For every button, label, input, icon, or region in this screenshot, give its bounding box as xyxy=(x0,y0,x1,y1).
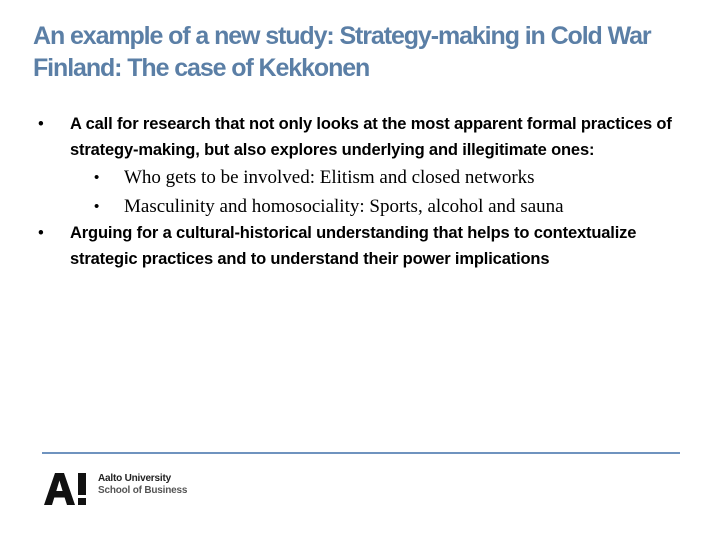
bullet-list xyxy=(34,112,674,272)
bullet-item-2 xyxy=(34,221,674,272)
sub-bullet-item-1 xyxy=(70,163,674,192)
bullet-marker: • xyxy=(38,115,44,133)
bullet-item-1 xyxy=(34,112,674,221)
school-name: School of Business xyxy=(98,485,188,496)
bullet-text-1: A call for research that not only looks at the most apparent formal practices of strategy-making, but also explores underlying and illegitimate ones: xyxy=(70,115,672,159)
sub-bullet-text-1: Who gets to be involved: Elitism and closed networks xyxy=(124,167,535,188)
sub-bullet-text-2: Masculinity and homosociality: Sports, alcohol and sauna xyxy=(124,196,564,217)
footer-divider xyxy=(42,452,680,454)
sub-bullet-marker: • xyxy=(94,169,100,186)
bullet-text-2: Arguing for a cultural-historical understanding that helps to contextualize strategic practices and to understand their power implications xyxy=(70,224,637,268)
sub-bullet-list xyxy=(70,163,674,221)
sub-bullet-item-2 xyxy=(70,192,674,221)
aalto-logo-icon xyxy=(44,470,90,506)
aalto-logo xyxy=(44,470,209,508)
logo-text xyxy=(98,473,187,497)
bullet-marker: • xyxy=(38,224,44,242)
slide-title: An example of a new study: Strategy-making in Cold War Finland: The case of Kekkonen xyxy=(33,22,651,82)
sub-bullet-marker: • xyxy=(94,198,100,215)
university-name: Aalto University xyxy=(98,473,171,484)
